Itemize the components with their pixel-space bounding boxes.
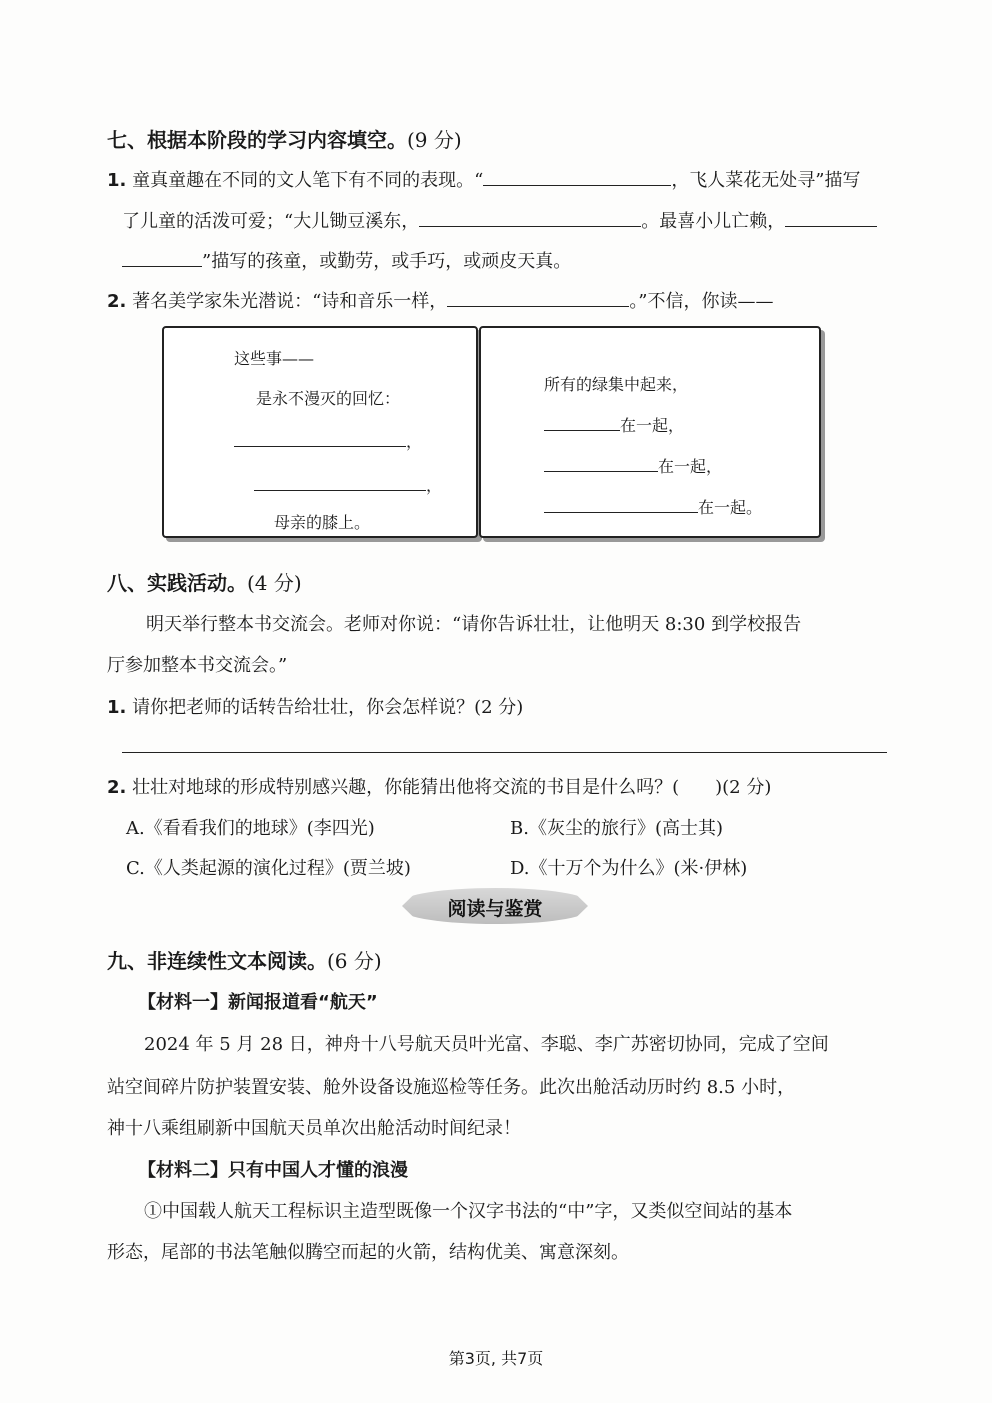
- reading-banner-text: 阅读与鉴赏: [447, 898, 543, 920]
- s8-intro-line1: 明天举行整本书交流会。老师对你说：“请你告诉壮壮，让他明天 8:30 到学校报告: [146, 614, 802, 635]
- section-9-title: 九、非连续性文本阅读。(6 分): [107, 949, 382, 973]
- poem-right-line1: 所有的绿集中起来，: [544, 375, 689, 394]
- answer-blank[interactable]: [419, 208, 641, 227]
- poem-left-line2: 是永不漫灭的回忆：: [256, 389, 401, 408]
- poem-left-line5: 母亲的膝上。: [274, 513, 371, 532]
- poem-left-line4: ，: [254, 472, 442, 496]
- s7-q1-line3: ”描写的孩童，或勤劳，或手巧，或顽皮天真。: [122, 247, 571, 273]
- poem-left-line3: ，: [234, 428, 422, 452]
- s7-q1-line2: 了儿童的活泼可爱；“大儿锄豆溪东， 。最喜小儿亡赖，: [122, 207, 877, 233]
- answer-blank[interactable]: [544, 453, 658, 472]
- s7-q1-line1: 1. 童真童趣在不同的文人笔下有不同的表现。“ ，飞人菜花无处寻”描写: [107, 166, 861, 192]
- material-2-line1: ①中国载人航天工程标识主造型既像一个汉字书法的“中”字，又类似空间站的基本: [144, 1201, 793, 1222]
- material-1-line3: 神十八乘组刷新中国航天员单次出舱活动时间纪录！: [107, 1118, 521, 1139]
- poem-left-line1: 这些事——: [234, 349, 315, 368]
- option-b[interactable]: B.《灰尘的旅行》(高士其): [510, 818, 723, 839]
- section-8-title: 八、实践活动。(4 分): [107, 571, 302, 595]
- option-c[interactable]: C.《人类起源的演化过程》(贾兰坡): [126, 858, 411, 879]
- section-7-title: 七、根据本阶段的学习内容填空。(9 分): [107, 128, 462, 152]
- s8-q1: 1. 请你把老师的话转告给壮壮，你会怎样说？(2 分): [107, 697, 524, 718]
- poem-right-line3: 在一起，: [544, 453, 722, 477]
- answer-blank[interactable]: [254, 472, 426, 491]
- answer-blank[interactable]: [483, 167, 671, 186]
- page-footer: 第3页, 共7页: [448, 1349, 544, 1368]
- answer-blank[interactable]: [785, 208, 877, 227]
- s8-q1-answer-line[interactable]: [122, 752, 887, 753]
- option-a[interactable]: A.《看看我们的地球》(李四光): [126, 818, 375, 839]
- s7-q2: 2. 著名美学家朱光潜说：“诗和音乐一样， 。”不信，你读——: [107, 287, 774, 313]
- answer-blank[interactable]: [447, 288, 629, 307]
- answer-blank[interactable]: [122, 248, 202, 267]
- answer-blank[interactable]: [234, 428, 406, 447]
- s8-intro-line2: 厅参加整本书交流会。”: [107, 655, 288, 676]
- material-1-line2: 站空间碎片防护装置安装、舱外设备设施巡检等任务。此次出舱活动历时约 8.5 小时，: [107, 1077, 796, 1098]
- poem-right-line4: 在一起。: [544, 494, 762, 518]
- material-2-line2: 形态，尾部的书法笔触似腾空而起的火箭，结构优美、寓意深刻。: [107, 1242, 629, 1263]
- answer-blank[interactable]: [544, 412, 620, 431]
- material-2-title: 【材料二】只有中国人才懂的浪漫: [138, 1160, 408, 1181]
- poem-right-line2: 在一起，: [544, 412, 684, 436]
- option-d[interactable]: D.《十万个为什么》(米·伊林): [510, 858, 748, 879]
- s8-q2: 2. 壮壮对地球的形成特别感兴趣，你能猜出他将交流的书目是什么吗？( )(2 分): [107, 777, 772, 798]
- material-1-line1: 2024 年 5 月 28 日，神舟十八号航天员叶光富、李聪、李广苏密切协同，完成了空间: [144, 1034, 829, 1055]
- material-1-title: 【材料一】新闻报道看“航天”: [138, 992, 378, 1013]
- answer-blank[interactable]: [544, 494, 698, 513]
